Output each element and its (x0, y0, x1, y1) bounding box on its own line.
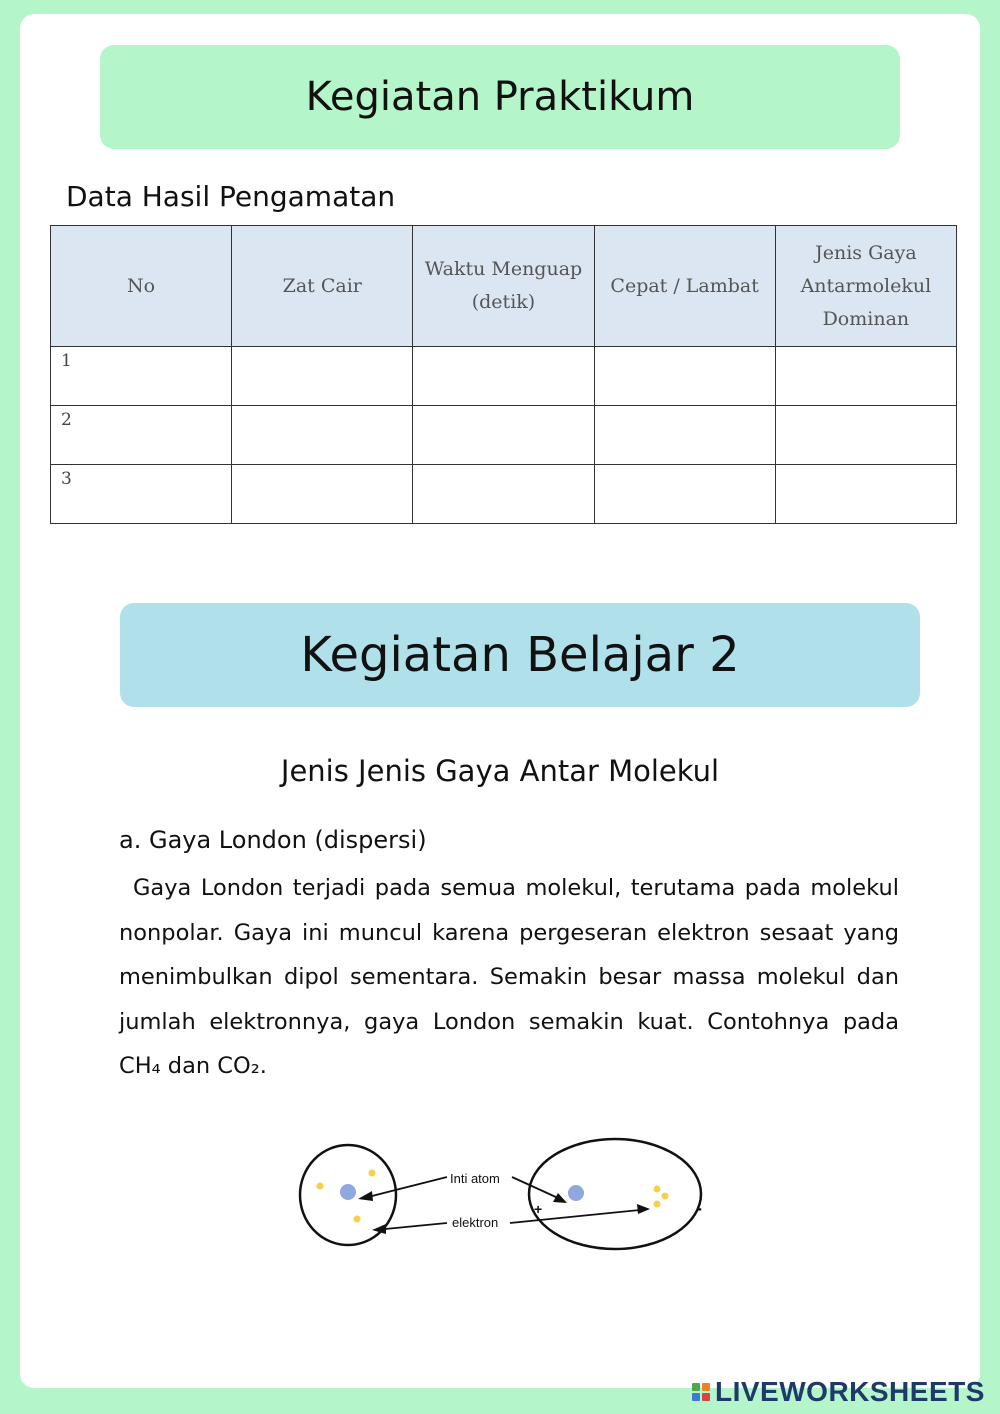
table-header-row (51, 226, 957, 347)
arrow-head (553, 1193, 567, 1203)
column-header: Zat Cair (232, 226, 413, 347)
atom-right (529, 1139, 701, 1249)
pointer-line (372, 1177, 447, 1196)
answer-cell[interactable] (413, 406, 594, 465)
answer-cell[interactable] (775, 406, 956, 465)
label-electron: elektron (452, 1215, 499, 1230)
worksheet-page (20, 14, 980, 1388)
answer-cell[interactable] (413, 465, 594, 524)
pointer-line (385, 1223, 447, 1229)
answer-cell[interactable] (232, 406, 413, 465)
practicum-banner (100, 45, 900, 149)
electron-dot (654, 1201, 661, 1208)
answer-cell[interactable] (775, 347, 956, 406)
electron-dot (317, 1183, 324, 1190)
brand-text: LIVEWORKSHEETS (715, 1376, 985, 1407)
answer-cell[interactable] (232, 465, 413, 524)
column-header: Waktu Menguap (detik) (413, 226, 594, 347)
london-force-diagram (290, 1137, 710, 1267)
answer-cell[interactable] (413, 347, 594, 406)
electron-dot (369, 1170, 376, 1177)
table-row (51, 406, 957, 465)
electron-dot (654, 1186, 661, 1193)
electron-dot (354, 1216, 361, 1223)
nucleus-left (340, 1184, 356, 1200)
label-nucleus: Inti atom (450, 1171, 500, 1186)
pointer-line (512, 1177, 558, 1198)
answer-cell[interactable] (594, 406, 775, 465)
liveworksheets-logo (692, 1376, 985, 1408)
row-number: 1 (51, 347, 232, 406)
table-row (51, 347, 957, 406)
logo-mark-icon (692, 1383, 710, 1401)
observation-label: Data Hasil Pengamatan (66, 180, 396, 213)
practicum-title: Kegiatan Praktikum (305, 74, 695, 120)
answer-cell[interactable] (775, 465, 956, 524)
lesson-paragraph: Gaya London terjadi pada semua molekul, terutama pada molekul nonpolar. Gaya ini muncul karena pergeseran elektron sesaat yang menimbulkan dipol sementara. Semakin besar massa molekul dan jumlah elektronnya, gaya London semakin kuat. Contohnya pada CH₄ dan CO₂. (119, 875, 899, 1079)
answer-cell[interactable] (594, 465, 775, 524)
table-row (51, 465, 957, 524)
lesson-banner (120, 603, 920, 707)
row-number: 2 (51, 406, 232, 465)
column-header: No (51, 226, 232, 347)
nucleus-right (568, 1185, 584, 1201)
answer-cell[interactable] (594, 347, 775, 406)
arrow-head (358, 1191, 373, 1201)
item-heading: a. Gaya London (dispersi) (119, 826, 427, 854)
arrow-head (637, 1204, 650, 1214)
row-number: 3 (51, 465, 232, 524)
positive-sign: + (534, 1201, 543, 1217)
lesson-subtitle: Jenis Jenis Gaya Antar Molekul (280, 754, 720, 788)
column-header: Jenis Gaya Antarmolekul Dominan (775, 226, 956, 347)
negative-sign: - (696, 1198, 702, 1218)
observation-table (50, 225, 957, 524)
lesson-title: Kegiatan Belajar 2 (300, 627, 740, 683)
electron-dot (662, 1193, 669, 1200)
pointer-line (510, 1210, 640, 1223)
column-header: Cepat / Lambat (594, 226, 775, 347)
answer-cell[interactable] (232, 347, 413, 406)
